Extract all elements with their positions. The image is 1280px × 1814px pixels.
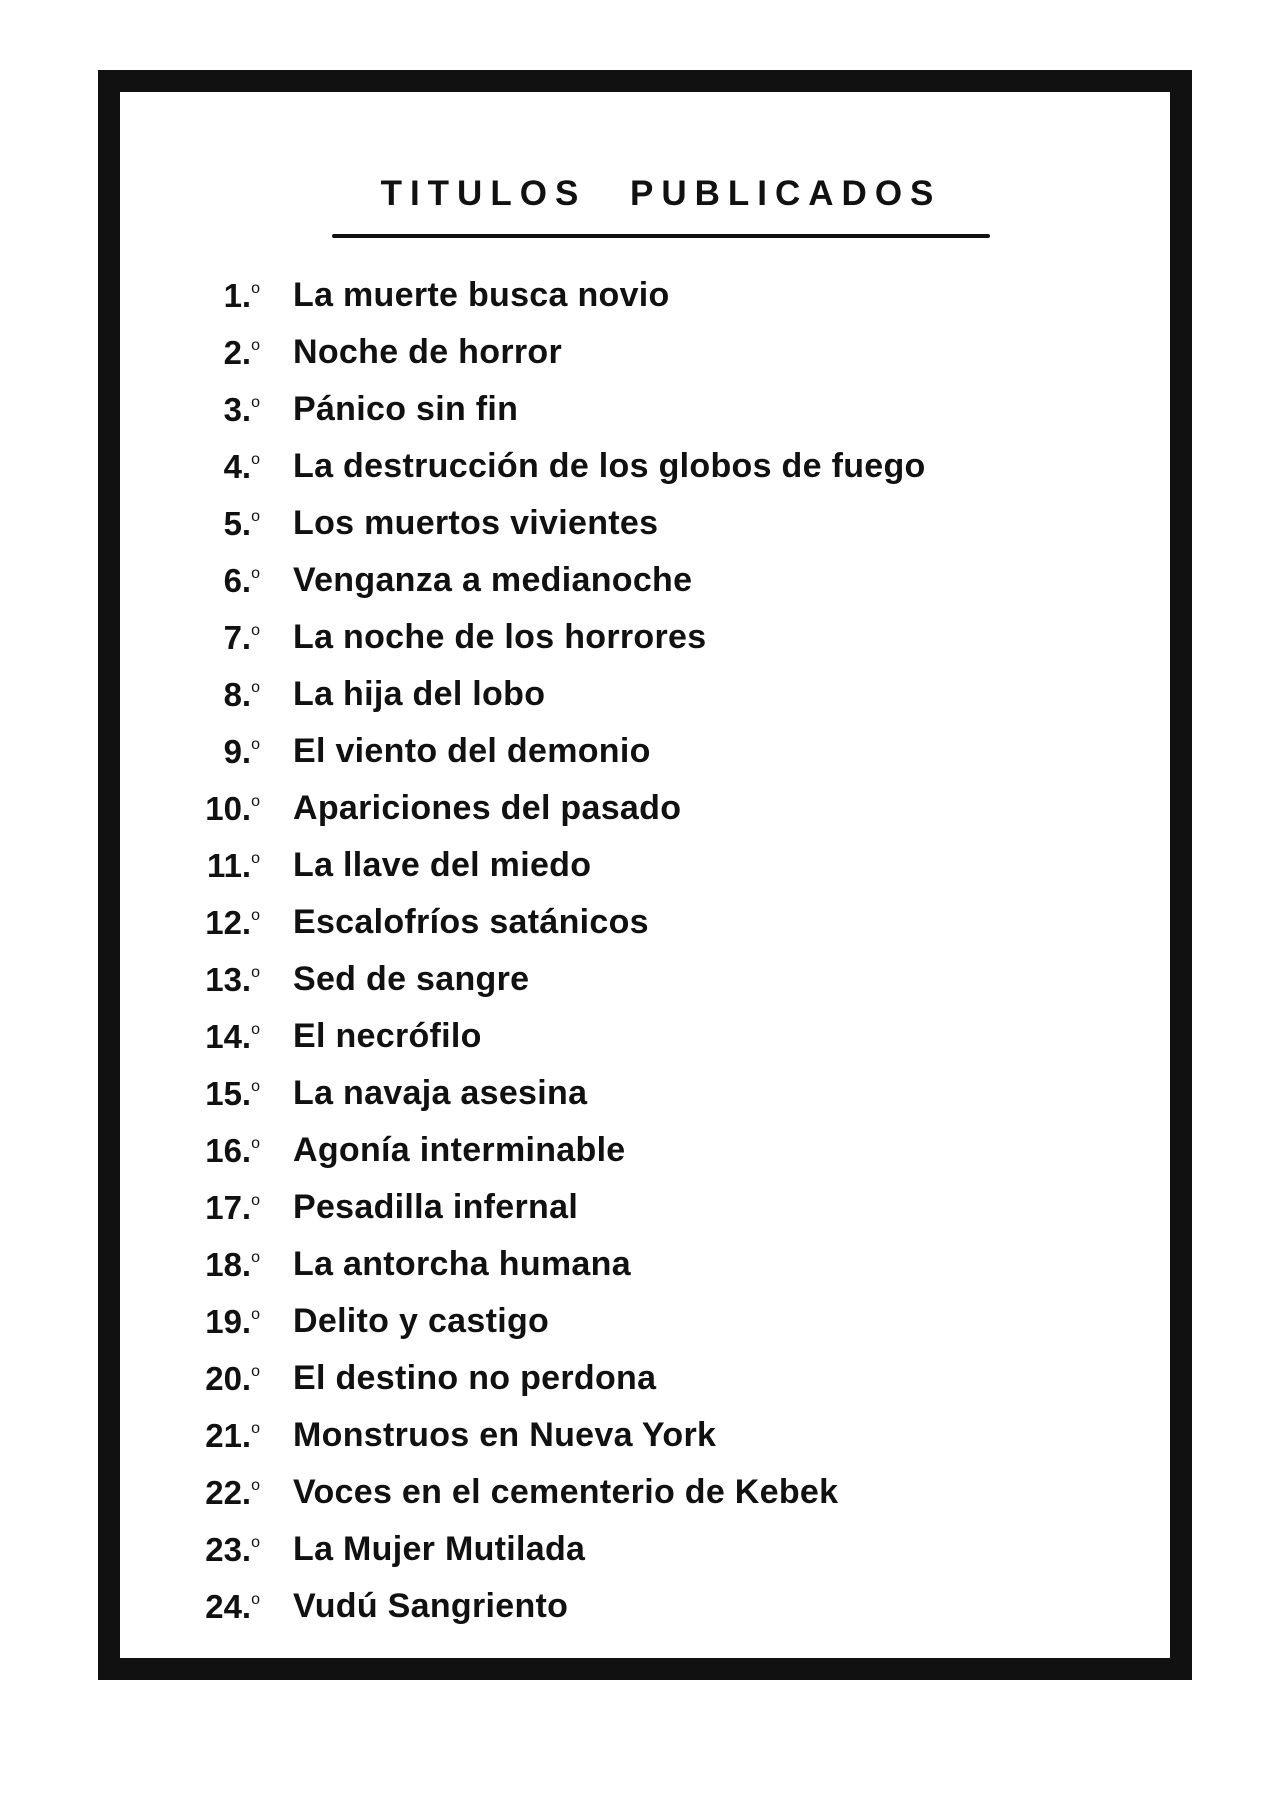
item-number-text: 15. xyxy=(205,1074,252,1112)
list-item xyxy=(148,552,1048,609)
item-number xyxy=(148,1189,260,1227)
list-item xyxy=(148,837,1048,894)
list-item xyxy=(148,666,1048,723)
item-number-text: 12. xyxy=(205,903,252,941)
item-number xyxy=(148,1417,260,1455)
ordinal-mark: o xyxy=(251,1134,260,1152)
item-title: Voces en el cementerio de Kebek xyxy=(293,1473,839,1511)
ordinal-mark: o xyxy=(251,393,260,411)
item-number xyxy=(148,334,260,372)
ordinal-mark: o xyxy=(251,1533,260,1551)
list-item xyxy=(148,1293,1048,1350)
item-number-text: 8. xyxy=(223,675,252,713)
page-title: TITULOS PUBLICADOS xyxy=(380,174,942,213)
item-number-text: 13. xyxy=(205,960,252,998)
item-number-text: 1. xyxy=(223,276,252,314)
list-item xyxy=(148,609,1048,666)
ordinal-mark: o xyxy=(251,1077,260,1095)
item-title: La muerte busca novio xyxy=(293,276,670,314)
item-number xyxy=(148,1531,260,1569)
list-item xyxy=(148,1350,1048,1407)
ordinal-mark: o xyxy=(251,621,260,639)
ordinal-mark: o xyxy=(251,450,260,468)
ordinal-mark: o xyxy=(251,792,260,810)
list-item xyxy=(148,1464,1048,1521)
item-number-text: 6. xyxy=(223,561,252,599)
item-number xyxy=(148,1360,260,1398)
item-title: Delito y castigo xyxy=(293,1302,550,1340)
ordinal-mark: o xyxy=(251,1362,260,1380)
item-number-text: 5. xyxy=(223,504,252,542)
ordinal-mark: o xyxy=(251,336,260,354)
page-frame xyxy=(98,70,1192,1680)
ordinal-mark: o xyxy=(251,1476,260,1494)
item-number-text: 18. xyxy=(205,1245,252,1283)
ordinal-mark: o xyxy=(251,279,260,297)
item-number-text: 21. xyxy=(205,1416,252,1454)
ordinal-mark: o xyxy=(251,849,260,867)
item-number-text: 20. xyxy=(205,1359,252,1397)
list-item xyxy=(148,1407,1048,1464)
list-item xyxy=(148,1521,1048,1578)
item-number xyxy=(148,562,260,600)
item-title: La antorcha humana xyxy=(293,1245,631,1283)
item-title: La navaja asesina xyxy=(293,1074,588,1112)
ordinal-mark: o xyxy=(251,564,260,582)
title-list xyxy=(148,267,1048,1635)
list-item xyxy=(148,267,1048,324)
item-number-text: 4. xyxy=(223,447,252,485)
list-item xyxy=(148,1578,1048,1635)
item-title: La llave del miedo xyxy=(293,846,592,884)
item-number-text: 24. xyxy=(205,1587,252,1625)
item-number xyxy=(148,448,260,486)
list-item xyxy=(148,723,1048,780)
heading-block xyxy=(332,174,990,238)
item-title: Apariciones del pasado xyxy=(293,789,682,827)
item-title: Pesadilla infernal xyxy=(293,1188,579,1226)
item-number xyxy=(148,790,260,828)
item-title: Pánico sin fin xyxy=(293,390,519,428)
item-title: Los muertos vivientes xyxy=(293,504,659,542)
ordinal-mark: o xyxy=(251,1020,260,1038)
item-number xyxy=(148,277,260,315)
ordinal-mark: o xyxy=(251,1248,260,1266)
ordinal-mark: o xyxy=(251,906,260,924)
item-number xyxy=(148,505,260,543)
item-title: El destino no perdona xyxy=(293,1359,657,1397)
ordinal-mark: o xyxy=(251,1191,260,1209)
list-item xyxy=(148,324,1048,381)
list-item xyxy=(148,1236,1048,1293)
list-item xyxy=(148,495,1048,552)
list-item xyxy=(148,438,1048,495)
item-number xyxy=(148,1132,260,1170)
list-item xyxy=(148,1008,1048,1065)
item-title: Venganza a medianoche xyxy=(293,561,693,599)
item-title: El viento del demonio xyxy=(293,732,651,770)
item-number xyxy=(148,904,260,942)
list-item xyxy=(148,951,1048,1008)
item-title: Agonía interminable xyxy=(293,1131,626,1169)
list-item xyxy=(148,1179,1048,1236)
item-number xyxy=(148,1075,260,1113)
item-number-text: 22. xyxy=(205,1473,252,1511)
ordinal-mark: o xyxy=(251,1590,260,1608)
ordinal-mark: o xyxy=(251,963,260,981)
item-number xyxy=(148,1303,260,1341)
item-number-text: 14. xyxy=(205,1017,252,1055)
item-number xyxy=(148,619,260,657)
item-number xyxy=(148,391,260,429)
item-title: Escalofríos satánicos xyxy=(293,903,649,941)
item-number xyxy=(148,1474,260,1512)
item-number-text: 9. xyxy=(223,732,252,770)
item-number-text: 16. xyxy=(205,1131,252,1169)
title-underline xyxy=(332,234,990,238)
item-title: Vudú Sangriento xyxy=(293,1587,569,1625)
list-item xyxy=(148,1122,1048,1179)
item-title: El necrófilo xyxy=(293,1017,482,1055)
item-number-text: 2. xyxy=(223,333,252,371)
ordinal-mark: o xyxy=(251,1419,260,1437)
item-number-text: 7. xyxy=(223,618,252,656)
item-number xyxy=(148,1588,260,1626)
item-number-text: 11. xyxy=(207,846,252,884)
item-title: La destrucción de los globos de fuego xyxy=(293,447,926,485)
item-title: La hija del lobo xyxy=(293,675,546,713)
item-number xyxy=(148,1246,260,1284)
list-item xyxy=(148,780,1048,837)
list-item xyxy=(148,381,1048,438)
item-title: Sed de sangre xyxy=(293,960,530,998)
ordinal-mark: o xyxy=(251,1305,260,1323)
item-title: Monstruos en Nueva York xyxy=(293,1416,717,1454)
ordinal-mark: o xyxy=(251,735,260,753)
item-number-text: 19. xyxy=(205,1302,252,1340)
item-number-text: 10. xyxy=(205,789,252,827)
item-number xyxy=(148,847,260,885)
item-number-text: 17. xyxy=(205,1188,252,1226)
item-number xyxy=(148,733,260,771)
item-number-text: 3. xyxy=(223,390,252,428)
list-item xyxy=(148,1065,1048,1122)
ordinal-mark: o xyxy=(251,678,260,696)
item-title: La noche de los horrores xyxy=(293,618,707,656)
list-item xyxy=(148,894,1048,951)
item-number xyxy=(148,1018,260,1056)
ordinal-mark: o xyxy=(251,507,260,525)
item-number xyxy=(148,961,260,999)
item-number xyxy=(148,676,260,714)
item-title: La Mujer Mutilada xyxy=(293,1530,586,1568)
item-number-text: 23. xyxy=(205,1530,252,1568)
item-title: Noche de horror xyxy=(293,333,562,371)
